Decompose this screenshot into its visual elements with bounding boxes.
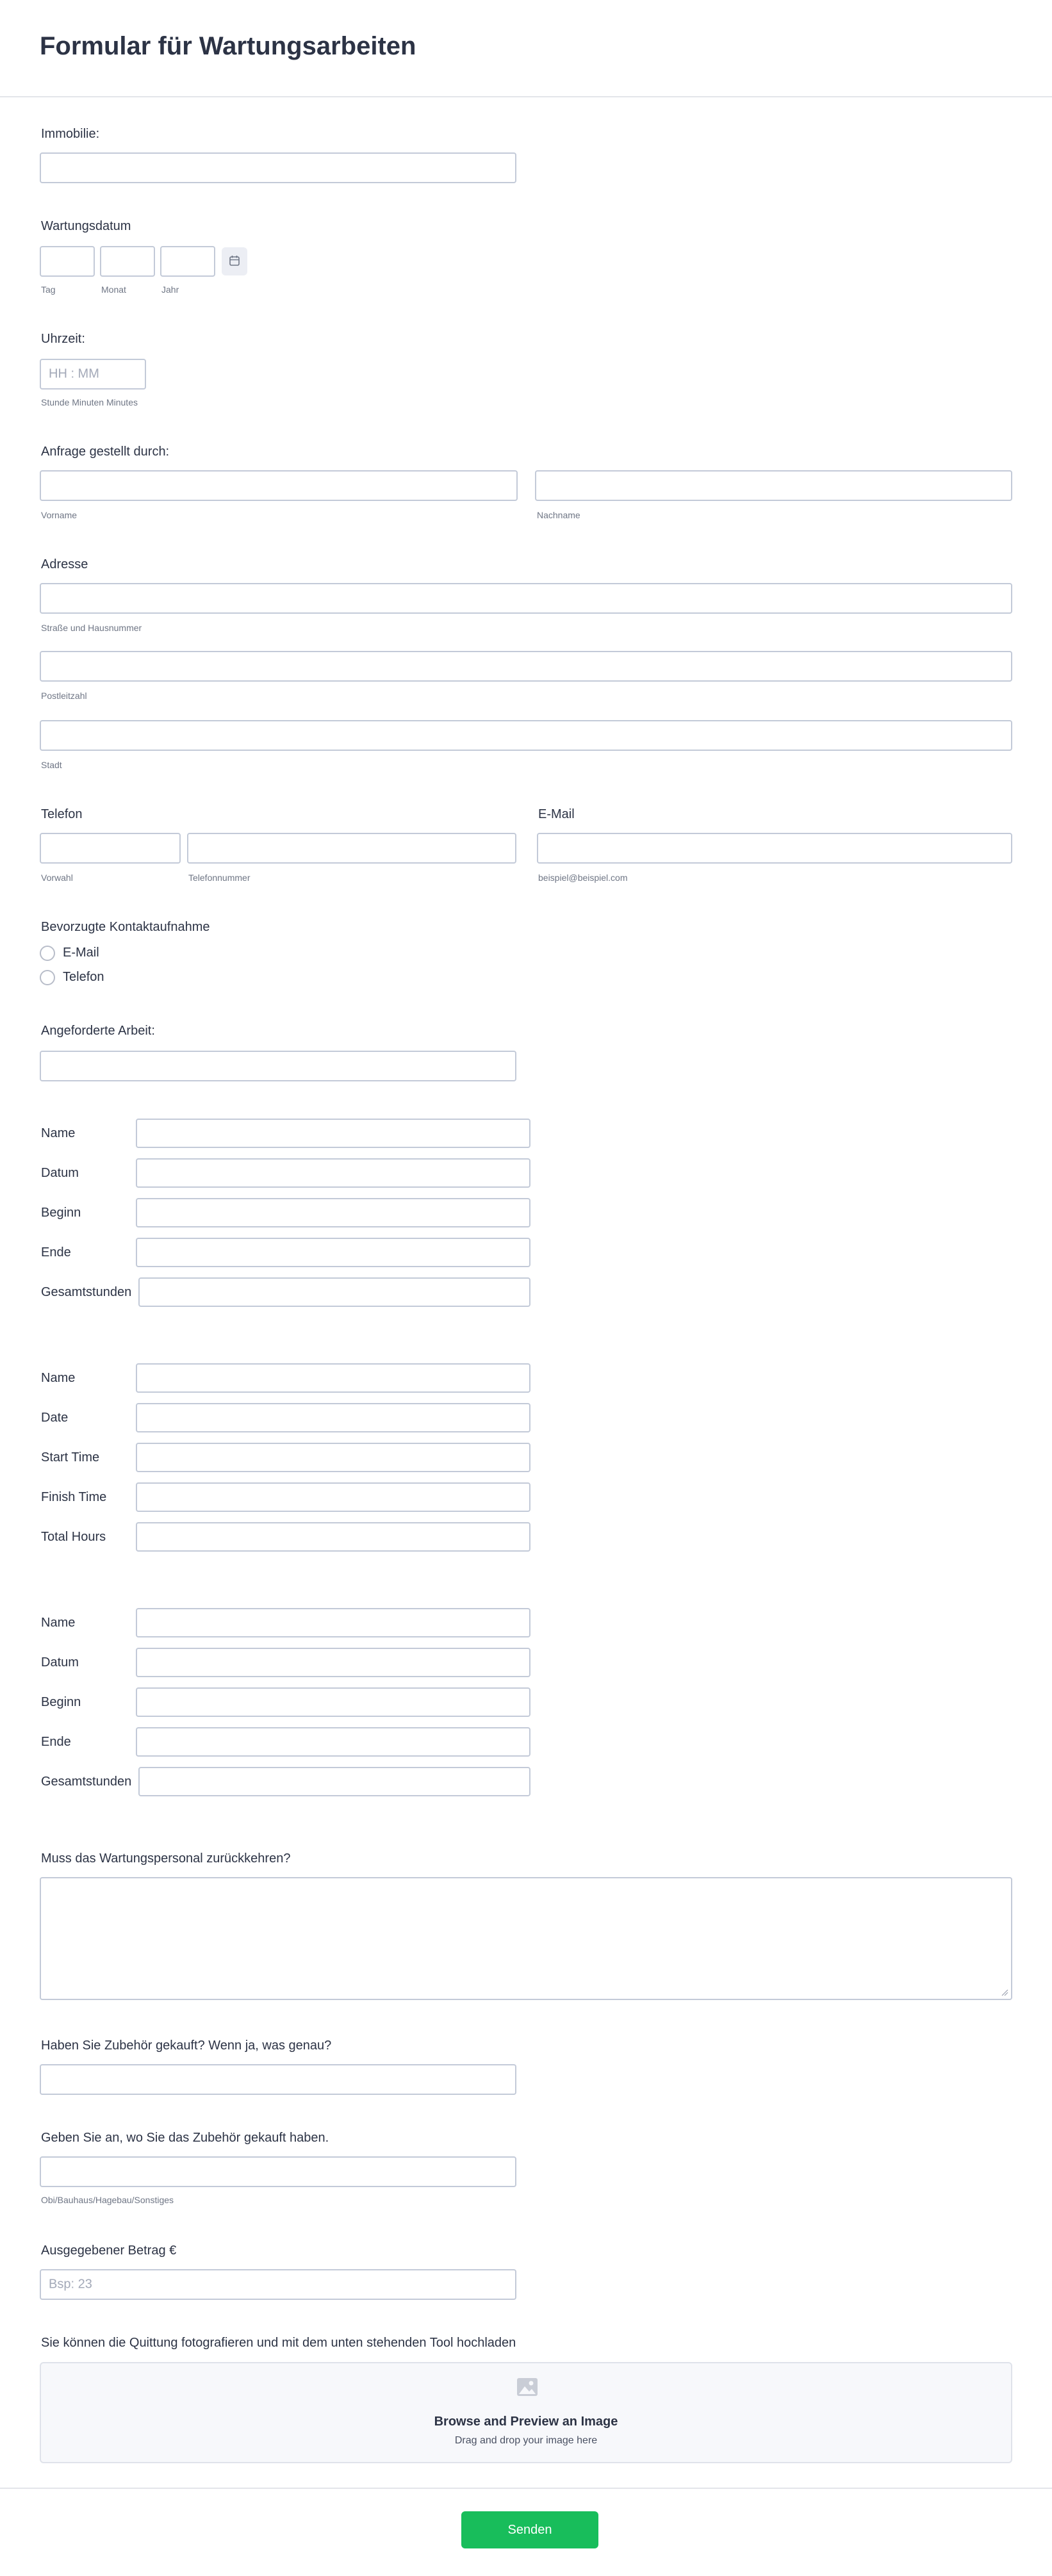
- upload-hint: Drag and drop your image here: [454, 2435, 598, 2446]
- table3-label-ende: Ende: [41, 1735, 71, 1749]
- table2-label-start-time: Start Time: [41, 1450, 100, 1464]
- table3-label-datum: Datum: [41, 1655, 79, 1669]
- footer-divider: [0, 2488, 1052, 2489]
- image-icon: [516, 2376, 538, 2398]
- page-title: Formular für Wartungsarbeiten: [40, 32, 416, 60]
- radio-email-label: E-Mail: [63, 946, 99, 960]
- table3-input-datum[interactable]: [136, 1648, 530, 1677]
- table1-input-datum[interactable]: [136, 1158, 530, 1188]
- table3-input-beginn[interactable]: [136, 1687, 530, 1717]
- betrag-label: Ausgegebener Betrag €: [41, 2244, 177, 2258]
- table2-input-name[interactable]: [136, 1363, 530, 1393]
- submit-button[interactable]: Senden: [461, 2511, 598, 2548]
- first-name-input[interactable]: [40, 470, 518, 501]
- table2-input-total-hours[interactable]: [136, 1522, 530, 1552]
- table3-label-name: Name: [41, 1616, 76, 1630]
- email-input[interactable]: [537, 833, 1012, 864]
- calendar-icon: [222, 247, 247, 275]
- email-label: E-Mail: [538, 807, 575, 821]
- adresse-label: Adresse: [41, 557, 88, 571]
- table1-input-gesamtstunden[interactable]: [138, 1277, 530, 1307]
- street-input[interactable]: [40, 583, 1012, 614]
- table3-label-gesamtstunden: Gesamtstunden: [41, 1775, 132, 1789]
- table3-input-gesamtstunden[interactable]: [138, 1767, 530, 1796]
- first-name-sublabel: Vorname: [41, 510, 78, 520]
- table2-input-finish-time[interactable]: [136, 1482, 530, 1512]
- calendar-button[interactable]: [222, 247, 247, 275]
- uhrzeit-label: Uhrzeit:: [41, 332, 85, 346]
- time-sublabel: Stunde Minuten Minutes: [41, 397, 138, 407]
- table2-input-start-time[interactable]: [136, 1443, 530, 1472]
- city-sublabel: Stadt: [41, 760, 62, 770]
- upload-title: Browse and Preview an Image: [434, 2415, 618, 2429]
- time-placeholder: HH : MM: [49, 366, 99, 381]
- year-sublabel: Jahr: [161, 284, 179, 295]
- month-sublabel: Monat: [101, 284, 126, 295]
- table3-input-ende[interactable]: [136, 1727, 530, 1757]
- street-sublabel: Straße und Hausnummer: [41, 623, 142, 633]
- form-header: [0, 0, 1052, 97]
- wartungsdatum-label: Wartungsdatum: [41, 219, 131, 233]
- radio-email[interactable]: [40, 946, 55, 961]
- year-input[interactable]: [160, 246, 215, 277]
- table2-label-date: Date: [41, 1411, 69, 1425]
- radio-telefon[interactable]: [40, 970, 55, 985]
- telefon-label: Telefon: [41, 807, 83, 821]
- month-input[interactable]: [100, 246, 155, 277]
- zurueck-label: Muss das Wartungspersonal zurückkehren?: [41, 1851, 291, 1866]
- table1-input-ende[interactable]: [136, 1238, 530, 1267]
- wo-input[interactable]: [40, 2156, 516, 2187]
- kontakt-label: Bevorzugte Kontaktaufnahme: [41, 920, 210, 934]
- table1-label-name: Name: [41, 1126, 76, 1140]
- anfrage-label: Anfrage gestellt durch:: [41, 445, 170, 459]
- phone-number-sublabel: Telefonnummer: [188, 873, 251, 883]
- zubehoer-label: Haben Sie Zubehör gekauft? Wenn ja, was genau?: [41, 2039, 332, 2053]
- city-input[interactable]: [40, 720, 1012, 751]
- image-upload-dropzone[interactable]: [40, 2362, 1012, 2463]
- table1-input-beginn[interactable]: [136, 1198, 530, 1227]
- arbeit-label: Angeforderte Arbeit:: [41, 1024, 155, 1038]
- betrag-input[interactable]: [40, 2269, 516, 2300]
- table1-label-beginn: Beginn: [41, 1206, 81, 1220]
- immobilie-input[interactable]: [40, 152, 516, 183]
- resize-handle-icon[interactable]: [1001, 1989, 1008, 1996]
- table2-label-total-hours: Total Hours: [41, 1530, 106, 1544]
- area-code-sublabel: Vorwahl: [41, 873, 73, 883]
- betrag-placeholder: Bsp: 23: [49, 2277, 92, 2292]
- table2-label-name: Name: [41, 1371, 76, 1385]
- time-input[interactable]: [40, 359, 146, 390]
- immobilie-label: Immobilie:: [41, 127, 100, 141]
- table1-input-name[interactable]: [136, 1119, 530, 1148]
- last-name-input[interactable]: [535, 470, 1012, 501]
- table2-input-date[interactable]: [136, 1403, 530, 1432]
- table2-label-finish-time: Finish Time: [41, 1490, 107, 1504]
- email-sublabel: beispiel@beispiel.com: [538, 873, 628, 883]
- table3-label-beginn: Beginn: [41, 1695, 81, 1709]
- zip-sublabel: Postleitzahl: [41, 691, 87, 701]
- zubehoer-input[interactable]: [40, 2064, 516, 2095]
- area-code-input[interactable]: [40, 833, 181, 864]
- day-input[interactable]: [40, 246, 95, 277]
- phone-number-input[interactable]: [187, 833, 516, 864]
- table1-label-gesamtstunden: Gesamtstunden: [41, 1285, 132, 1299]
- last-name-sublabel: Nachname: [537, 510, 580, 520]
- wo-label: Geben Sie an, wo Sie das Zubehör gekauft haben.: [41, 2131, 329, 2145]
- zip-input[interactable]: [40, 651, 1012, 682]
- table1-label-datum: Datum: [41, 1166, 79, 1180]
- wo-sublabel: Obi/Bauhaus/Hagebau/Sonstiges: [41, 2195, 174, 2205]
- radio-telefon-label: Telefon: [63, 970, 104, 984]
- table3-input-name[interactable]: [136, 1608, 530, 1637]
- arbeit-input[interactable]: [40, 1051, 516, 1081]
- table1-label-ende: Ende: [41, 1245, 71, 1259]
- zurueck-textarea[interactable]: [40, 1877, 1012, 2000]
- quittung-label: Sie können die Quittung fotografieren und mit dem unten stehenden Tool hochladen: [41, 2336, 516, 2350]
- day-sublabel: Tag: [41, 284, 56, 295]
